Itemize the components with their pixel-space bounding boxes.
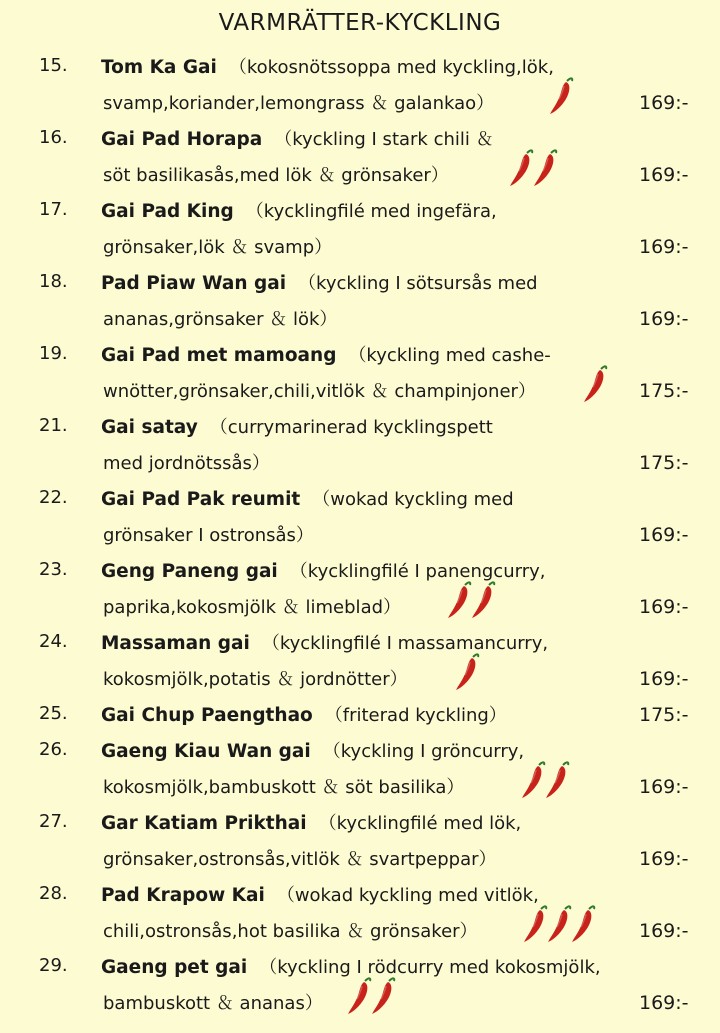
- item-name: [101, 197, 497, 223]
- item-price: 169:-: [639, 776, 689, 798]
- item-title: Gai Pad King: [101, 201, 234, 222]
- spice-level: [582, 364, 606, 404]
- item-number: 24.: [39, 631, 68, 652]
- item-number: 19.: [39, 343, 68, 364]
- item-description: （wokad kyckling med: [312, 489, 514, 510]
- item-number: 17.: [39, 199, 68, 220]
- menu-item: [0, 264, 720, 336]
- menu-title: VARMRÄTTER-KYCKLING: [218, 10, 502, 36]
- menu-item: [0, 732, 720, 804]
- item-number: 28.: [39, 883, 68, 904]
- item-number: 23.: [39, 559, 68, 580]
- menu-item: [0, 696, 720, 732]
- item-number: 29.: [39, 955, 68, 976]
- menu-item: [0, 624, 720, 696]
- item-description: （kycklingfilé med ingefära,: [245, 201, 497, 222]
- item-description-continued: bambuskott ＆ ananas）: [103, 993, 323, 1014]
- item-number: 26.: [39, 739, 68, 760]
- item-description: （wokad kyckling med vitlök,: [276, 885, 539, 906]
- item-price: 175:-: [639, 704, 689, 726]
- spice-level: [522, 904, 594, 944]
- item-description-continued: wnötter,grönsaker,chili,vitlök ＆ champinjoner）: [103, 381, 536, 402]
- menu-list: [0, 48, 720, 1020]
- red-chili-icon: [570, 904, 596, 944]
- item-title: Pad Piaw Wan gai: [101, 273, 287, 294]
- item-number: 27.: [39, 811, 68, 832]
- menu-item: [0, 408, 720, 480]
- item-description-continued: grönsaker,ostronsås,vitlök ＆ svartpeppar）: [103, 849, 497, 870]
- item-name: [101, 629, 548, 655]
- item-description-continued: chili,ostronsås,hot basilika ＆ grönsaker）: [103, 921, 478, 942]
- menu-item: [0, 552, 720, 624]
- item-description: （kyckling I gröncurry,: [322, 741, 525, 762]
- item-name: [101, 413, 493, 439]
- item-description: （kyckling I sötsursås med: [298, 273, 538, 294]
- item-title: Massaman gai: [101, 633, 250, 654]
- item-description: （kokosnötssoppa med kyckling,lök,: [228, 57, 554, 78]
- item-price: 169:-: [639, 848, 689, 870]
- item-title: Gaeng pet gai: [101, 957, 248, 978]
- item-title: Tom Ka Gai: [101, 57, 217, 78]
- item-name: [101, 269, 538, 295]
- item-description-continued: kokosmjölk,potatis ＆ jordnötter）: [103, 669, 408, 690]
- item-number: 21.: [39, 415, 68, 436]
- item-price: 169:-: [639, 92, 689, 114]
- menu-item: [0, 804, 720, 876]
- menu-item: [0, 948, 720, 1020]
- item-title: Gai Pad Pak reumit: [101, 489, 301, 510]
- item-description-continued: svamp,koriander,lemongrass ＆ galankao）: [103, 93, 495, 114]
- item-description: （kycklingfilé I massamancurry,: [261, 633, 549, 654]
- red-chili-icon: [520, 760, 546, 800]
- item-name: [101, 701, 507, 727]
- spice-level: [548, 76, 572, 116]
- red-chili-icon: [546, 904, 572, 944]
- red-chili-icon: [508, 148, 534, 188]
- item-description-continued: söt basilikasås,med lök ＆ grönsaker）: [103, 165, 449, 186]
- red-chili-icon: [454, 652, 480, 692]
- spice-level: [446, 580, 494, 620]
- red-chili-icon: [346, 976, 372, 1016]
- item-description: （kyckling I stark chili ＆: [274, 129, 494, 150]
- menu-item: [0, 192, 720, 264]
- item-name: [101, 737, 524, 763]
- item-description-continued: paprika,kokosmjölk ＆ limeblad）: [103, 597, 402, 618]
- spice-level: [346, 976, 394, 1016]
- item-description: （currymarinerad kycklingspett: [209, 417, 493, 438]
- spice-level: [508, 148, 556, 188]
- red-chili-icon: [544, 760, 570, 800]
- item-price: 169:-: [639, 308, 689, 330]
- menu-item: [0, 48, 720, 120]
- item-description: （kyckling I rödcurry med kokosmjölk,: [259, 957, 601, 978]
- item-title: Gar Katiam Prikthai: [101, 813, 307, 834]
- item-name: [101, 485, 514, 511]
- item-description: （kyckling med cashe-: [348, 345, 551, 366]
- spice-level: [454, 652, 478, 692]
- item-title: Gai Pad Horapa: [101, 129, 263, 150]
- menu-item: [0, 336, 720, 408]
- item-description: （friterad kyckling）: [324, 705, 507, 726]
- red-chili-icon: [548, 76, 574, 116]
- item-number: 25.: [39, 703, 68, 724]
- item-description-continued: grönsaker I ostronsås）: [103, 525, 314, 546]
- item-number: 16.: [39, 127, 68, 148]
- item-price: 169:-: [639, 992, 689, 1014]
- item-description-continued: grönsaker,lök ＆ svamp）: [103, 237, 333, 258]
- item-name: [101, 809, 521, 835]
- item-title: Gai Pad met mamoang: [101, 345, 337, 366]
- red-chili-icon: [370, 976, 396, 1016]
- item-number: 18.: [39, 271, 68, 292]
- menu-item: [0, 120, 720, 192]
- item-title: Pad Krapow Kai: [101, 885, 265, 906]
- menu-item: [0, 876, 720, 948]
- item-title: Geng Paneng gai: [101, 561, 278, 582]
- item-title: Gai satay: [101, 417, 198, 438]
- item-price: 175:-: [639, 452, 689, 474]
- item-price: 169:-: [639, 668, 689, 690]
- red-chili-icon: [522, 904, 548, 944]
- red-chili-icon: [446, 580, 472, 620]
- item-number: 15.: [39, 55, 68, 76]
- item-description-continued: med jordnötssås）: [103, 453, 270, 474]
- item-title: Gaeng Kiau Wan gai: [101, 741, 311, 762]
- red-chili-icon: [470, 580, 496, 620]
- item-description-continued: ananas,grönsaker ＆ lök）: [103, 309, 338, 330]
- item-price: 169:-: [639, 524, 689, 546]
- item-name: [101, 881, 539, 907]
- item-price: 169:-: [639, 164, 689, 186]
- red-chili-icon: [532, 148, 558, 188]
- menu-item: [0, 480, 720, 552]
- item-name: [101, 53, 554, 79]
- item-description: （kycklingfilé med lök,: [318, 813, 522, 834]
- item-name: [101, 341, 551, 367]
- spice-level: [520, 760, 568, 800]
- item-title: Gai Chup Paengthao: [101, 705, 313, 726]
- item-price: 169:-: [639, 920, 689, 942]
- item-description: （kycklingfilé I panengcurry,: [289, 561, 546, 582]
- item-name: [101, 125, 494, 151]
- item-description-continued: kokosmjölk,bambuskott ＆ söt basilika）: [103, 777, 465, 798]
- item-price: 169:-: [639, 596, 689, 618]
- item-price: 175:-: [639, 380, 689, 402]
- item-price: 169:-: [639, 236, 689, 258]
- red-chili-icon: [582, 364, 608, 404]
- item-number: 22.: [39, 487, 68, 508]
